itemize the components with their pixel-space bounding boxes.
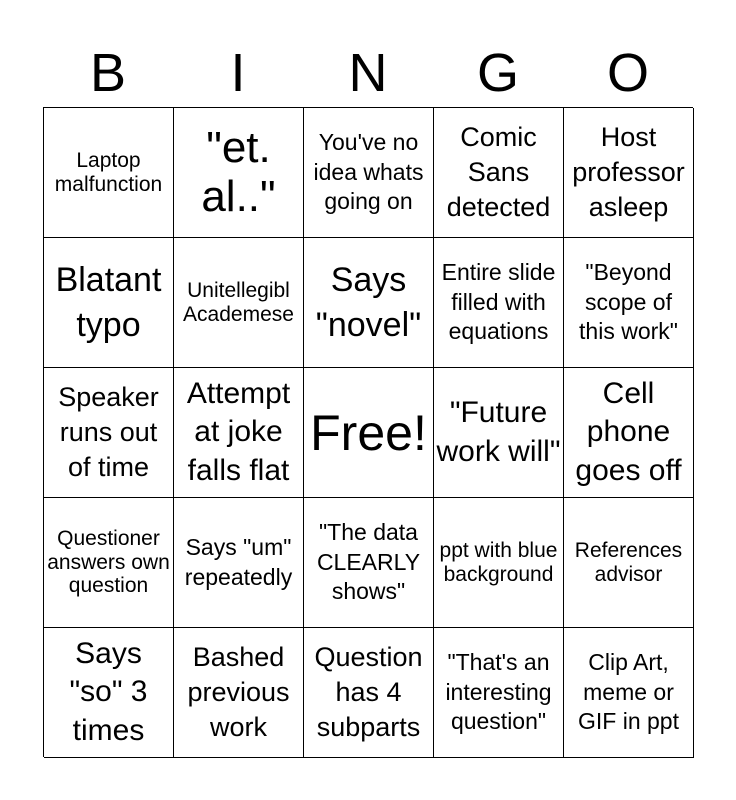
bingo-cell-text: "The data CLEARLY shows" [316,519,421,605]
bingo-cell-text: Host professor asleep [572,121,685,223]
header-letter-n: N [348,43,388,103]
bingo-cell[interactable] [174,368,304,498]
bingo-cell-text: Bashed previous work [187,641,290,743]
free-space-text: Free! [310,404,427,461]
bingo-cell-text: Cell phone goes off [575,376,682,487]
bingo-cell[interactable] [434,368,564,498]
bingo-cell-text: Speaker runs out of time [58,381,159,483]
bingo-cell[interactable] [304,108,434,238]
header-letter-b: B [89,43,127,103]
bingo-cell[interactable] [564,108,694,238]
bingo-cell[interactable] [564,498,694,628]
bingo-cell[interactable] [44,368,174,498]
bingo-cell-text: Blatant typo [55,261,162,344]
bingo-cell[interactable] [44,238,174,368]
bingo-cell[interactable] [174,108,304,238]
bingo-cell[interactable] [564,238,694,368]
header-letter-o: O [606,43,649,103]
bingo-cell-text: You've no idea whats going on [313,129,424,215]
bingo-cell-text: Clip Art, meme or GIF in ppt [578,649,679,735]
bingo-cell-text: "Beyond scope of this work" [579,259,678,345]
bingo-cell[interactable] [434,108,564,238]
bingo-cell-text: Attempt at joke falls flat [186,376,291,487]
bingo-cell-text: ppt with blue background [439,538,558,586]
bingo-cell[interactable] [304,628,434,758]
bingo-cell-text: Questioner answers own question [47,527,170,598]
bingo-cell-text: "That's an interesting question" [445,649,552,735]
bingo-cell[interactable] [564,628,694,758]
bingo-cell-text: "et. al.." [201,123,276,221]
bingo-cell-text: "Future work will" [436,396,561,468]
bingo-cell[interactable] [564,368,694,498]
bingo-cell-text: Laptop malfunction [54,148,163,196]
free-space[interactable] [304,368,434,498]
bingo-cell[interactable] [44,108,174,238]
bingo-cell-text: Says "um" repeatedly [184,534,293,590]
bingo-header [43,40,693,106]
bingo-cell[interactable] [174,628,304,758]
bingo-cell[interactable] [174,238,304,368]
bingo-cell-text: Entire slide filled with equations [441,259,556,345]
bingo-cell[interactable] [434,628,564,758]
header-letter-g: G [476,43,519,103]
bingo-cell-text: Question has 4 subparts [314,641,423,743]
bingo-cell[interactable] [434,498,564,628]
bingo-cell-text: References advisor [574,538,683,586]
bingo-cell-text: Comic Sans detected [446,121,551,223]
bingo-cell-text: Says "so" 3 times [69,636,148,747]
header-letter-i: I [230,43,246,103]
bingo-board [43,107,693,757]
bingo-cell-text: Says "novel" [315,261,422,344]
bingo-cell[interactable] [304,238,434,368]
bingo-cell[interactable] [434,238,564,368]
bingo-cell[interactable] [174,498,304,628]
bingo-cell-text: Unitellegibl Academese [183,278,294,326]
bingo-cell[interactable] [304,498,434,628]
bingo-cell[interactable] [44,498,174,628]
bingo-cell[interactable] [44,628,174,758]
